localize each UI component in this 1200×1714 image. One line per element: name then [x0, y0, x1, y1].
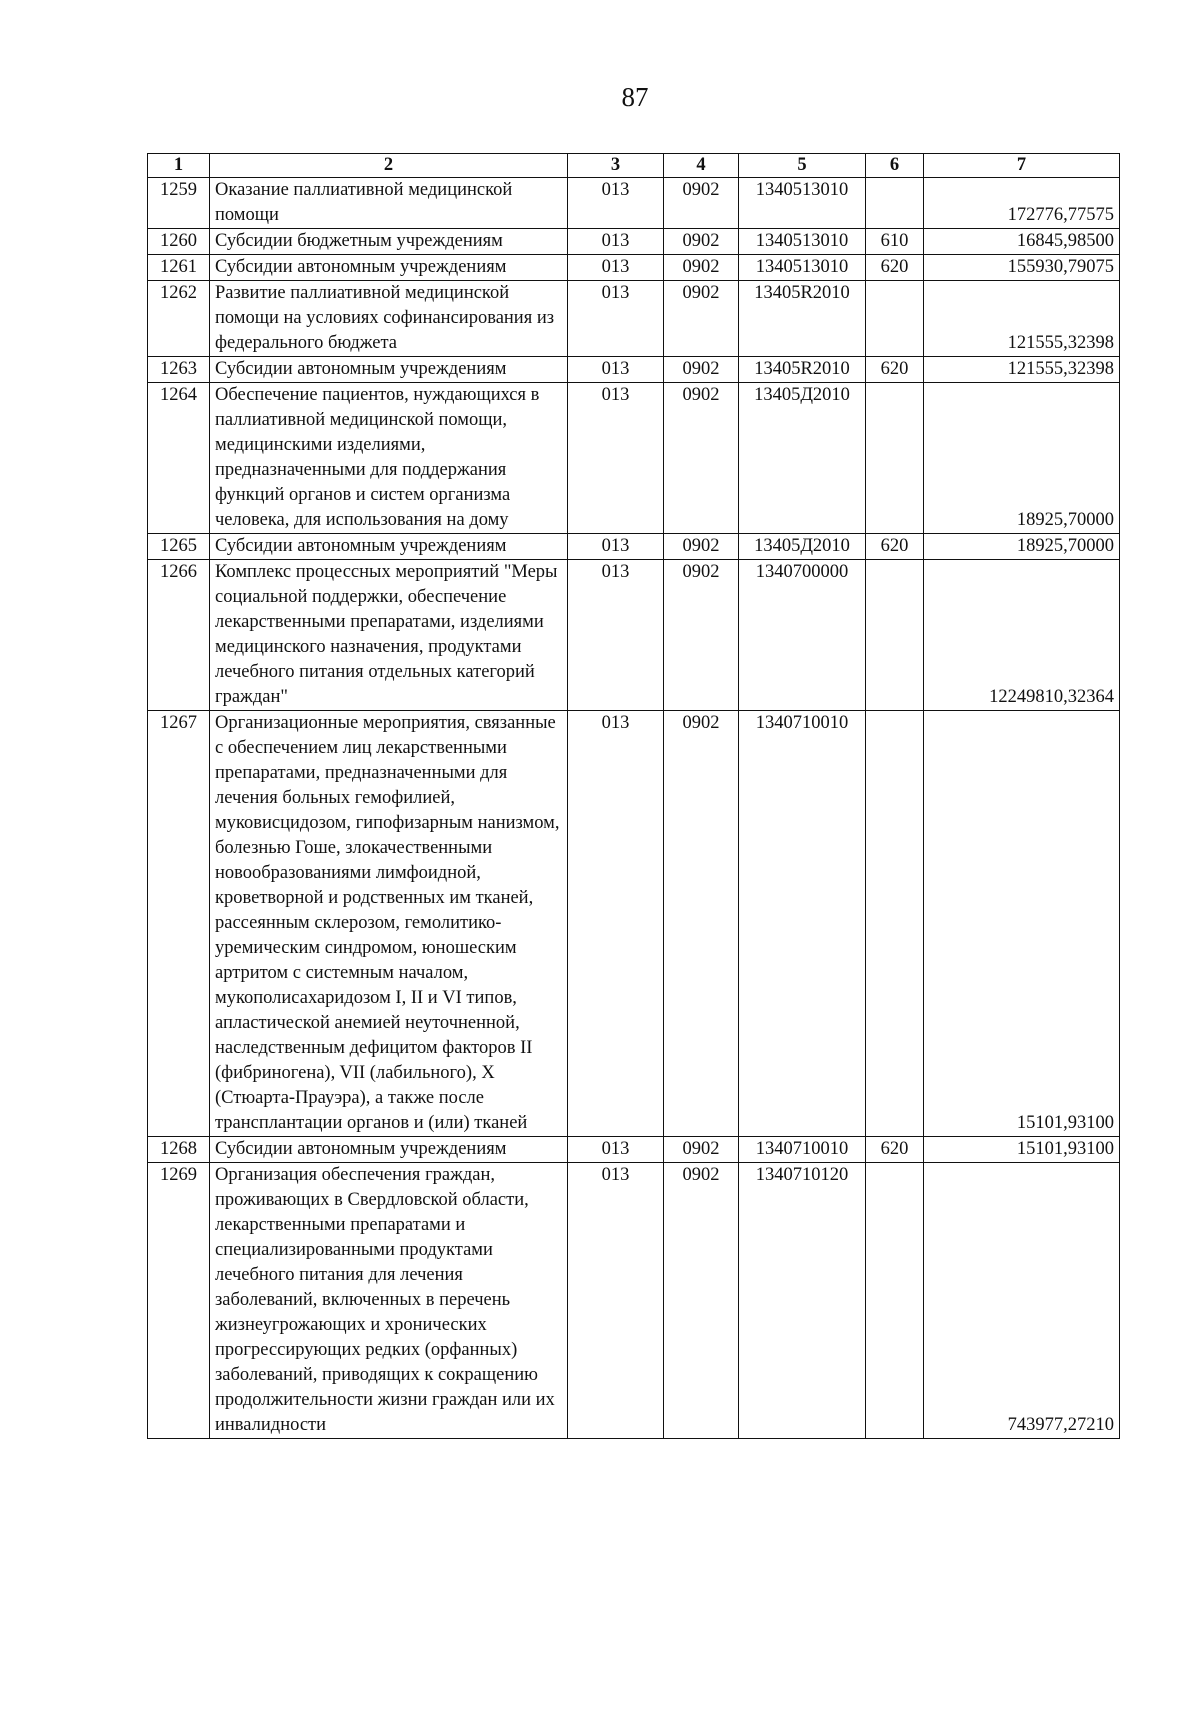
table-row	[148, 229, 1120, 255]
row-name: Субсидии автономным учреждениям	[210, 357, 568, 383]
row-number: 1264	[148, 383, 210, 534]
row-col3: 013	[568, 560, 664, 711]
row-col5: 1340710010	[739, 1137, 866, 1163]
row-col5: 1340513010	[739, 255, 866, 281]
row-col4: 0902	[664, 229, 739, 255]
row-col5: 1340700000	[739, 560, 866, 711]
col-header-1: 1	[148, 154, 210, 178]
row-col3: 013	[568, 383, 664, 534]
row-col6	[866, 178, 924, 229]
col-header-3: 3	[568, 154, 664, 178]
row-col5: 13405Д2010	[739, 534, 866, 560]
row-sum: 15101,93100	[924, 711, 1120, 1137]
row-col3: 013	[568, 1163, 664, 1439]
row-name: Организационные мероприятия, связанные с обеспечением лиц лекарственными препаратами, предназначенными для лечения больных гемофилией, муковисцидозом, гипофизарным нанизмом, болезнью Гоше, злокачественными новообразованиями лимфоидной, кроветворной и родственных им тканей, рассеянным склерозом, гемолитико-уремическим синдромом, юношеским артритом с системным началом, мукополисахаридозом I, II и VI типов, апластической анемией неуточненной, наследственным дефицитом факторов II (фибриногена), VII (лабильного), X (Стюарта-Прауэра), а также после трансплантации органов и (или) тканей	[210, 711, 568, 1137]
row-col3: 013	[568, 534, 664, 560]
table-row	[148, 711, 1120, 1137]
row-col5: 13405R2010	[739, 281, 866, 357]
row-name: Субсидии бюджетным учреждениям	[210, 229, 568, 255]
row-name: Комплекс процессных мероприятий "Меры социальной поддержки, обеспечение лекарственными препаратами, изделиями медицинского назначения, продуктами лечебного питания отдельных категорий граждан"	[210, 560, 568, 711]
page-number: 87	[621, 82, 649, 112]
row-col6	[866, 1163, 924, 1439]
col-header-4: 4	[664, 154, 739, 178]
row-col4: 0902	[664, 383, 739, 534]
row-sum: 121555,32398	[924, 357, 1120, 383]
row-col5: 1340710120	[739, 1163, 866, 1439]
row-sum: 155930,79075	[924, 255, 1120, 281]
row-col3: 013	[568, 229, 664, 255]
row-number: 1260	[148, 229, 210, 255]
row-col6	[866, 281, 924, 357]
row-name: Организация обеспечения граждан, проживающих в Свердловской области, лекарственными препаратами и специализированными продуктами лечебного питания для лечения заболеваний, включенных в перечень жизнеугрожающих и хронических прогрессирующих редких (орфанных) заболеваний, приводящих к сокращению продолжительности жизни граждан или их инвалидности	[210, 1163, 568, 1439]
col-header-2: 2	[210, 154, 568, 178]
row-name: Развитие паллиативной медицинской помощи на условиях софинансирования из федерального бюджета	[210, 281, 568, 357]
row-col3: 013	[568, 178, 664, 229]
row-col5: 1340710010	[739, 711, 866, 1137]
row-name: Обеспечение пациентов, нуждающихся в паллиативной медицинской помощи, медицинскими изделиями, предназначенными для поддержания функций органов и систем организма человека, для использования на дому	[210, 383, 568, 534]
table-row	[148, 560, 1120, 711]
row-col3: 013	[568, 1137, 664, 1163]
table-row	[148, 534, 1120, 560]
row-sum: 12249810,32364	[924, 560, 1120, 711]
table-row	[148, 357, 1120, 383]
row-sum: 16845,98500	[924, 229, 1120, 255]
table-row	[148, 1137, 1120, 1163]
row-sum: 743977,27210	[924, 1163, 1120, 1439]
header-row	[148, 154, 1120, 178]
row-number: 1263	[148, 357, 210, 383]
row-col3: 013	[568, 255, 664, 281]
row-col5: 1340513010	[739, 178, 866, 229]
row-name: Субсидии автономным учреждениям	[210, 534, 568, 560]
row-number: 1259	[148, 178, 210, 229]
row-col4: 0902	[664, 1163, 739, 1439]
row-number: 1266	[148, 560, 210, 711]
row-number: 1269	[148, 1163, 210, 1439]
col-header-6: 6	[866, 154, 924, 178]
row-col4: 0902	[664, 357, 739, 383]
row-number: 1262	[148, 281, 210, 357]
budget-table	[147, 153, 1120, 1439]
row-col6: 620	[866, 1137, 924, 1163]
row-col4: 0902	[664, 178, 739, 229]
row-col4: 0902	[664, 560, 739, 711]
row-number: 1261	[148, 255, 210, 281]
col-header-5: 5	[739, 154, 866, 178]
row-number: 1268	[148, 1137, 210, 1163]
row-col5: 13405Д2010	[739, 383, 866, 534]
row-col5: 1340513010	[739, 229, 866, 255]
row-col5: 13405R2010	[739, 357, 866, 383]
col-header-7: 7	[924, 154, 1120, 178]
row-number: 1265	[148, 534, 210, 560]
table-row	[148, 1163, 1120, 1439]
row-name: Субсидии автономным учреждениям	[210, 1137, 568, 1163]
row-col4: 0902	[664, 255, 739, 281]
row-sum: 15101,93100	[924, 1137, 1120, 1163]
row-col4: 0902	[664, 281, 739, 357]
table-row	[148, 255, 1120, 281]
row-name: Оказание паллиативной медицинской помощи	[210, 178, 568, 229]
row-col6	[866, 711, 924, 1137]
row-number: 1267	[148, 711, 210, 1137]
row-col6: 620	[866, 255, 924, 281]
row-col3: 013	[568, 711, 664, 1137]
row-col6: 620	[866, 357, 924, 383]
row-sum: 121555,32398	[924, 281, 1120, 357]
row-col6	[866, 383, 924, 534]
table-row	[148, 383, 1120, 534]
row-col6: 620	[866, 534, 924, 560]
row-col3: 013	[568, 357, 664, 383]
row-col4: 0902	[664, 711, 739, 1137]
table-row	[148, 281, 1120, 357]
row-col3: 013	[568, 281, 664, 357]
row-name: Субсидии автономным учреждениям	[210, 255, 568, 281]
table-row	[148, 178, 1120, 229]
row-col4: 0902	[664, 534, 739, 560]
row-sum: 18925,70000	[924, 534, 1120, 560]
row-col4: 0902	[664, 1137, 739, 1163]
row-col6	[866, 560, 924, 711]
row-col6: 610	[866, 229, 924, 255]
row-sum: 18925,70000	[924, 383, 1120, 534]
row-sum: 172776,77575	[924, 178, 1120, 229]
